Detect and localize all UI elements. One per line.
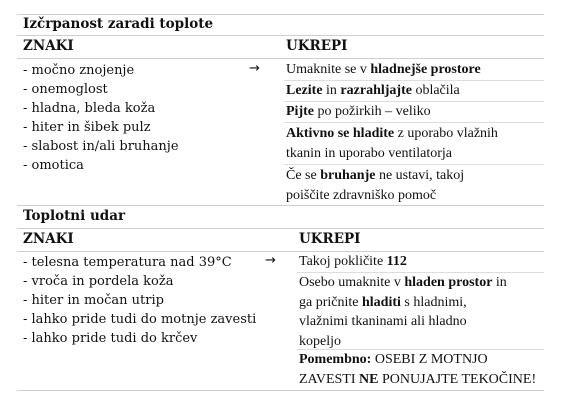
list-item: - slabost in/ali bruhanje (23, 139, 179, 154)
action-item (299, 350, 536, 389)
action-text: z uporabo vlažnih (394, 126, 498, 141)
actions-header: UKREPI (286, 38, 348, 54)
section-title-heat-exhaustion: Izčrpanost zaradi toplote (23, 16, 214, 32)
list-item: - telesna temperatura nad 39°C (23, 255, 232, 270)
action-text: kopeljo (299, 333, 341, 349)
list-item: - vroča in pordela koža (23, 274, 174, 289)
list-item: - hiter in močan utrip (23, 293, 164, 308)
divider (17, 390, 544, 391)
action-emphasis: Pomembno: (299, 352, 372, 367)
action-text: Osebo umaknite v (299, 275, 405, 290)
action-item (286, 81, 460, 101)
action-emphasis: Pijte (286, 104, 314, 119)
action-text: in (322, 83, 341, 98)
divider (17, 205, 544, 206)
action-text: poiščite zdravniško pomoč (286, 187, 437, 203)
list-item: - lahko pride tudi do krčev (23, 331, 198, 346)
action-text: vlažnimi tkaninami ali hladno (299, 314, 467, 329)
actions-header: UKREPI (299, 231, 361, 247)
signs-header: ZNAKI (23, 38, 74, 54)
action-item (286, 60, 481, 80)
divider (17, 14, 544, 15)
divider (17, 251, 544, 252)
list-item: - hladna, bleda koža (23, 101, 156, 116)
list-item: - močno znojenje (23, 63, 135, 78)
divider (17, 228, 544, 229)
action-text: ZAVESTI (299, 371, 360, 387)
signs-list (23, 61, 179, 175)
action-emphasis: Lezite (286, 83, 323, 98)
action-text: OSEBI Z MOTNJO (371, 352, 488, 367)
action-text: Če se (286, 168, 321, 183)
action-emphasis: bruhanje (320, 168, 376, 183)
action-text: Takoj pokličite (299, 254, 387, 269)
action-text: ne ustavi, takoj (375, 168, 465, 183)
action-text: oblačila (411, 83, 460, 98)
action-text: ga pričnite (299, 294, 362, 310)
divider (284, 164, 544, 165)
list-item: - hiter in šibek pulz (23, 120, 151, 135)
action-item (286, 102, 431, 122)
action-text: po požirkih – veliko (313, 104, 431, 119)
action-text: in (492, 275, 507, 290)
list-item: - omotica (23, 158, 84, 173)
action-text: Umaknite se v (286, 62, 371, 77)
signs-header: ZNAKI (23, 231, 74, 247)
arrow-right-icon: → (249, 61, 260, 76)
divider (284, 122, 544, 123)
action-text: s hladnimi, (400, 294, 467, 310)
action-emphasis: Aktivno se hladite (286, 126, 395, 141)
divider (17, 35, 544, 36)
list-item: - onemoglost (23, 82, 108, 97)
action-emphasis: hladnejše prostore (370, 62, 481, 77)
divider (17, 58, 544, 59)
action-emphasis: razrahljajte (340, 83, 412, 98)
section-title-heat-stroke: Toplotni udar (23, 208, 126, 224)
action-item (299, 252, 407, 272)
signs-list (23, 253, 256, 348)
list-item: - lahko pride tudi do motnje zavesti (23, 312, 257, 327)
action-item (299, 273, 507, 351)
action-item (286, 166, 464, 205)
action-item (286, 124, 498, 163)
action-text: tkanin in uporabo ventilatorja (286, 145, 453, 161)
arrow-right-icon: → (265, 253, 276, 268)
action-emphasis: NE (359, 371, 379, 387)
action-emphasis: hladen prostor (404, 275, 493, 290)
action-text: PONUJAJTE TEKOČINE! (378, 371, 537, 387)
action-emphasis: hladiti (361, 294, 401, 310)
action-emphasis: 112 (386, 254, 407, 269)
